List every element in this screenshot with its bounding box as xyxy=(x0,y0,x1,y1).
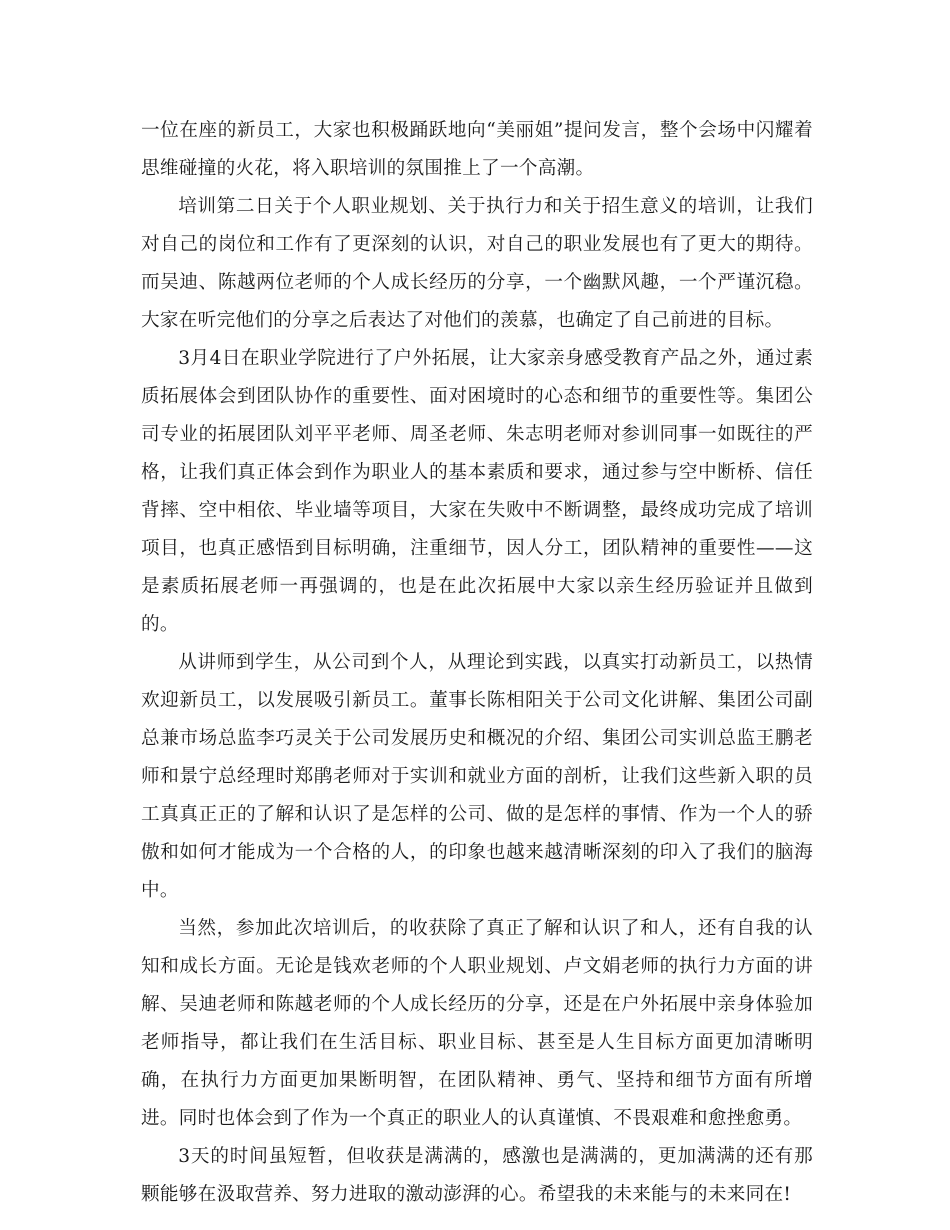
paragraph-conclusion: 3天的时间虽短暂，但收获是满满的，感激也是满满的，更加满满的还有那颗能够在汲取营养、努力进取的激动澎湃的心。希望我的未来能与的未来同在! xyxy=(141,1146,813,1205)
paragraph-day-two-training: 培训第二日关于个人职业规划、关于执行力和关于招生意义的培训，让我们对自己的岗位和工作有了更深刻的认识，对自己的职业发展也有了更大的期待。而吴迪、陈越两位老师的个人成长经历的分享，一个幽默风趣，一个严谨沉稳。大家在听完他们的分享之后表达了对他们的羡慕，也确定了自己前进的目标。 xyxy=(141,196,813,331)
paragraph-continuation: 一位在座的新员工，大家也积极踊跃地向“美丽姐”提问发言，整个会场中闪耀着思维碰撞的火花，将入职培训的氛围推上了一个高潮。 xyxy=(141,120,813,179)
document-body xyxy=(141,112,813,1214)
paragraph-gains: 当然，参加此次培训后，的收获除了真正了解和认识了和人，还有自我的认知和成长方面。无论是钱欢老师的个人职业规划、卢文娟老师的执行力方面的讲解、吴迪老师和陈越老师的个人成长经历的分享，还是在户外拓展中亲身体验加老师指导，都让我们在生活目标、职业目标、甚至是人生目标方面更加清晰明确，在执行力方面更加果断明智，在团队精神、勇气、坚持和细节方面有所增进。同时也体会到了作为一个真正的职业人的认真谨慎、不畏艰难和愈挫愈勇。 xyxy=(141,918,813,1129)
paragraph-outdoor-expansion: 3月4日在职业学院进行了户外拓展，让大家亲身感受教育产品之外，通过素质拓展体会到团队协作的重要性、面对困境时的心态和细节的重要性等。集团公司专业的拓展团队刘平平老师、周圣老师、朱志明老师对参训同事一如既往的严格，让我们真正体会到作为职业人的基本素质和要求，通过参与空中断桥、信任背摔、空中相依、毕业墙等项目，大家在失败中不断调整，最终成功完成了培训项目，也真正感悟到目标明确，注重细节，因人分工，团队精神的重要性——这是素质拓展老师一再强调的，也是在此次拓展中大家以亲生经历验证并且做到的。 xyxy=(141,348,813,635)
paragraph-lecturers: 从讲师到学生，从公司到个人，从理论到实践，以真实打动新员工，以热情欢迎新员工，以发展吸引新员工。董事长陈相阳关于公司文化讲解、集团公司副总兼市场总监李巧灵关于公司发展历史和概况的介绍、集团公司实训总监王鹏老师和景宁总经理时郑鹃老师对于实训和就业方面的剖析，让我们这些新入职的员工真真正正的了解和认识了是怎样的公司、做的是怎样的事情、作为一个人的骄傲和如何才能成为一个合格的人，的印象也越来越清晰深刻的印入了我们的脑海中。 xyxy=(141,652,813,901)
